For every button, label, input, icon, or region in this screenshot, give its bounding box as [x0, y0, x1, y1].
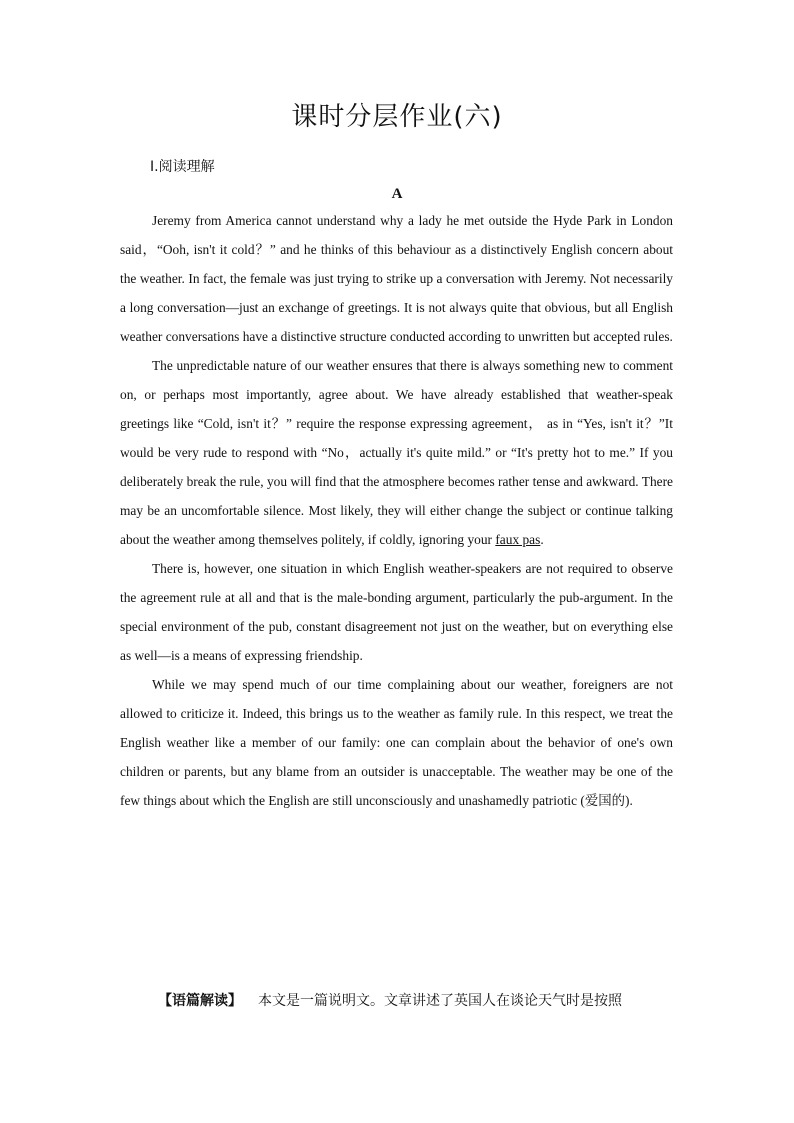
passage-heading: A [391, 186, 403, 202]
analysis-tag: 【语篇解读】 [158, 993, 242, 1009]
paragraph-1: Jeremy from America cannot understand why a lady he met outside the Hyde Park in London said，“Ooh, isn't it cold？” and he thinks of this behaviour as a distinctively English concern about the weather. In fact, the female was just trying to strike up a conversation with Jeremy. Not necessarily a long conversation—just an exchange of greetings. It is not always quite that obvious, but all English weather conversations have a distinctive structure conducted according to unwritten but accepted rules. [120, 213, 673, 344]
passage-analysis [158, 990, 678, 1010]
paragraph-3: There is, however, one situation in which English weather-speakers are not required to observe the agreement rule at all and that is the male-bonding argument, particularly the pub-argument. In the special environment of the pub, constant disagreement not just on the weather, but on everything else as well—is a means of expressing friendship. [120, 561, 673, 663]
section-heading: Ⅰ.阅读理解 [150, 159, 215, 175]
analysis-text: 本文是一篇说明文。文章讲述了英国人在谈论天气时是按照 [258, 993, 622, 1009]
paragraph-2-end: . [540, 532, 544, 547]
underlined-term: faux pas [495, 532, 541, 547]
paragraph-2-text: The unpredictable nature of our weather ensures that there is always something new to comment on, or perhaps most importantly, agree about. We have already established that weather-speak greetings like “Cold, isn't it？” require the response expressing agreement， as in “Yes, isn't it？”It would be very rude to respond with “No，actually it's quite mild.” or “It's pretty hot to me.” If you deliberately break the rule, you will find that the atmosphere becomes rather tense and awkward. There may be an uncomfortable silence. Most likely, they will either change the subject or continue talking about the weather among themselves politely, if coldly, ignoring your [120, 358, 673, 547]
page-title: 课时分层作业(六) [291, 102, 503, 132]
paragraph-4: While we may spend much of our time complaining about our weather, foreigners are not allowed to criticize it. Indeed, this brings us to the weather as family rule. In this respect, we treat the English weather like a member of our family: one can complain about the behavior of one's own children or parents, but any blame from an outsider is unacceptable. The weather may be one of the few things about which the English are still unconsciously and unashamedly patriotic (爱国的). [120, 677, 673, 808]
paragraph-2 [120, 351, 673, 554]
passage-body [120, 206, 673, 815]
